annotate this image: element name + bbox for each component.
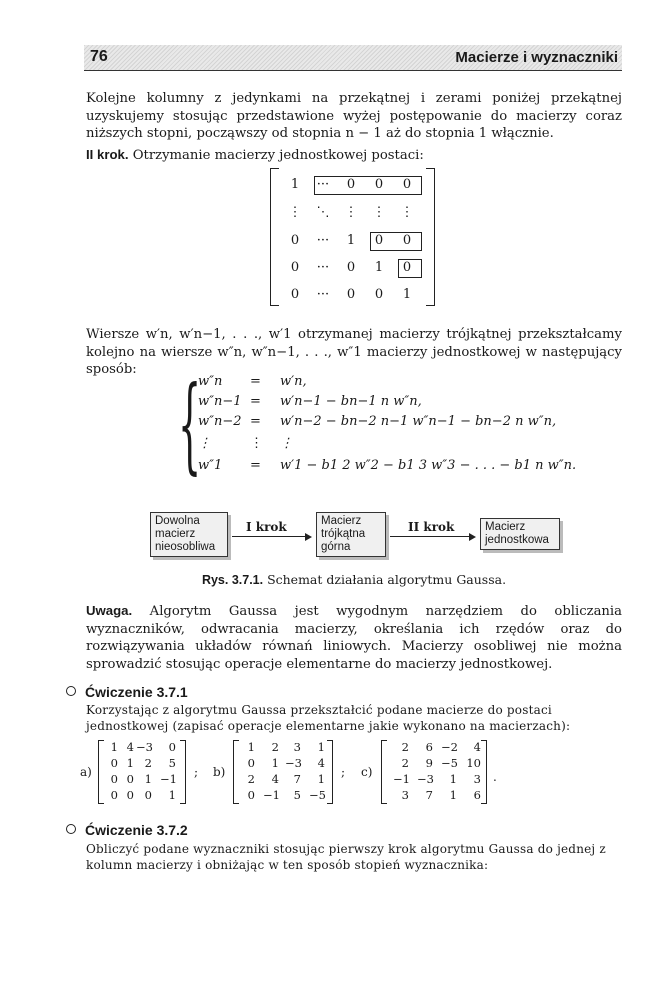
matrix-cell: 1 xyxy=(449,772,457,786)
matrix-cell: 4 xyxy=(473,740,481,754)
matrix-cell: 0 xyxy=(168,740,176,754)
remark-paragraph xyxy=(86,602,622,673)
label-c: c) xyxy=(361,765,373,779)
matrix-cell: −1 xyxy=(263,788,280,802)
identity-cell: 0 xyxy=(402,177,412,192)
matrix-cell: 5 xyxy=(168,756,176,770)
identity-matrix xyxy=(270,168,435,308)
equation-lhs: w″n−2 xyxy=(198,414,242,429)
equation-rhs: ⋮ xyxy=(280,436,293,451)
arrow-step-one-label: I krok xyxy=(246,520,287,534)
box-arbitrary-matrix xyxy=(150,512,228,557)
matrix-cell: 5 xyxy=(293,788,301,802)
separator-b: ; xyxy=(341,765,346,779)
left-brace: { xyxy=(178,363,202,485)
end-period: . xyxy=(493,770,497,784)
equation-lhs: w″1 xyxy=(198,458,223,473)
matrix-cell: 3 xyxy=(401,788,409,802)
matrix-cell: −3 xyxy=(417,772,434,786)
box2-line1: Macierz xyxy=(321,515,362,527)
matrix-cell: 2 xyxy=(144,756,152,770)
exercise-1-title xyxy=(66,684,188,700)
exercise-1-title-text: Ćwiczenie 3.7.1 xyxy=(85,684,188,700)
page-header xyxy=(84,45,622,71)
figure-caption xyxy=(86,572,622,587)
chapter-title: Macierze i wyznaczniki xyxy=(455,49,618,66)
matrix-cell: 1 xyxy=(271,756,279,770)
matrix-cell: −3 xyxy=(285,756,302,770)
identity-cell: 0 xyxy=(290,287,300,302)
exercise-2-title xyxy=(66,822,188,838)
matrix-cell: 4 xyxy=(126,740,134,754)
matrix-cell: 0 xyxy=(126,788,134,802)
identity-cell: 1 xyxy=(290,177,300,192)
box1-line3: nieosobliwa xyxy=(155,541,216,553)
identity-cell: 1 xyxy=(402,287,412,302)
matrix-cell: 9 xyxy=(425,756,433,770)
matrix-cell: 0 xyxy=(110,772,118,786)
exercise-1-text: Korzystając z algorytmu Gaussa przekształcić podane macierze do postaci jednostkowej (zapisać operacje elementarne jakie wykonano na macierzach): xyxy=(86,703,571,733)
equation-eq: = xyxy=(250,414,261,429)
equation-eq: ⋮ xyxy=(250,436,263,451)
identity-cell: ⋮ xyxy=(288,205,302,220)
matrix-c xyxy=(381,740,487,804)
label-b: b) xyxy=(213,765,226,779)
matrix-cell: 2 xyxy=(271,740,279,754)
identity-cell: 1 xyxy=(374,260,384,275)
left-bracket xyxy=(270,168,279,306)
equation-rhs: w′n−2 − bn−2 n−1 w″n−1 − bn−2 n w″n, xyxy=(280,414,557,429)
matrix-cell: 6 xyxy=(425,740,433,754)
equation-rhs: w′n, xyxy=(280,374,307,389)
box-upper-triangular xyxy=(316,512,386,557)
step-two-label: II krok. xyxy=(86,147,129,162)
box1-line1: Dowolna xyxy=(155,515,200,527)
equation-eq: = xyxy=(250,394,261,409)
matrix-cell: 1 xyxy=(247,740,255,754)
identity-cell: 0 xyxy=(374,233,384,248)
circle-icon xyxy=(66,686,76,696)
identity-cell: 0 xyxy=(346,260,356,275)
matrix-cell: 2 xyxy=(401,740,409,754)
identity-cell: ··· xyxy=(316,233,330,248)
matrix-cell: 7 xyxy=(293,772,301,786)
identity-cell: 0 xyxy=(346,287,356,302)
identity-cell: ··· xyxy=(316,287,330,302)
paragraph-rows: Wiersze w′n, w′n−1, . . ., w′1 otrzymanej macierzy trójkątnej przekształcamy kolejno na wiersze w″n, w″n−1, . . ., w″1 macierzy jednostkowej w następujący sposób: xyxy=(86,327,622,377)
identity-cell: ⋮ xyxy=(344,205,358,220)
equation-rhs: w′1 − b1 2 w″2 − b1 3 w″3 − . . . − b1 n w″n. xyxy=(280,458,577,473)
identity-cell: 0 xyxy=(402,233,412,248)
matrix-cell: 2 xyxy=(401,756,409,770)
arrow-step-two xyxy=(390,536,474,537)
identity-cell: 0 xyxy=(402,260,412,275)
remark-text: Algorytm Gaussa jest wygodnym narzędziem do obliczania wyznaczników, odwracania macierzy, określania ich rzędów oraz do rozwiązywania układów równań liniowych. Macierzy osobliwej nie można sprowadzić stosując operacje elementarne do macierzy jednostkowej. xyxy=(86,604,622,672)
box3-line2: jednostkowa xyxy=(485,534,549,546)
equation-rhs: w′n−1 − bn−1 n w″n, xyxy=(280,394,422,409)
matrix-cell: −3 xyxy=(136,740,153,754)
matrix-cell: −2 xyxy=(441,740,458,754)
arrow-step-one xyxy=(232,536,310,537)
box2-line3: górna xyxy=(321,541,351,553)
identity-cell: 0 xyxy=(374,177,384,192)
matrix-b xyxy=(233,740,333,804)
matrix-cell: −5 xyxy=(309,788,326,802)
identity-cell: ··· xyxy=(316,177,330,192)
matrix-cell: 1 xyxy=(110,740,118,754)
gauss-algorithm-diagram xyxy=(150,508,560,568)
identity-cell: ··· xyxy=(316,260,330,275)
label-a: a) xyxy=(80,765,92,779)
equation-lhs: ⋮ xyxy=(198,436,211,451)
identity-cell: 1 xyxy=(346,233,356,248)
matrix-cell: 0 xyxy=(144,788,152,802)
matrix-cell: 0 xyxy=(110,788,118,802)
page-number: 76 xyxy=(90,48,108,65)
identity-cell: ⋮ xyxy=(372,205,386,220)
equation-eq: = xyxy=(250,458,261,473)
matrix-cell: 3 xyxy=(293,740,301,754)
matrix-cell: 10 xyxy=(466,756,481,770)
matrix-cell: 0 xyxy=(247,756,255,770)
matrix-a xyxy=(98,740,186,804)
matrix-cell: −5 xyxy=(441,756,458,770)
matrix-cell: −1 xyxy=(393,772,410,786)
matrix-cell: 6 xyxy=(473,788,481,802)
circle-icon xyxy=(66,824,76,834)
caption-label: Rys. 3.7.1. xyxy=(201,573,264,587)
step-two-text: Otrzymanie macierzy jednostkowej postaci: xyxy=(128,148,424,163)
matrix-cell: 0 xyxy=(247,788,255,802)
paragraph-intro: Kolejne kolumny z jedynkami na przekątnej i zerami poniżej przekątnej uzyskujemy stosując przedstawione wyżej postępowanie do macierzy coraz niższych stopni, począwszy od stopnia n − 1 aż do stopnia 1 włącznie. xyxy=(86,91,622,141)
remark-label: Uwaga. xyxy=(86,603,133,618)
equation-lhs: w″n xyxy=(198,374,223,389)
matrix-cell: 1 xyxy=(449,788,457,802)
matrix-cell: 4 xyxy=(317,756,325,770)
matrix-cell: 2 xyxy=(247,772,255,786)
matrix-cell: 3 xyxy=(473,772,481,786)
matrix-cell: 1 xyxy=(144,772,152,786)
row-transformation-system xyxy=(178,363,577,485)
identity-cell: 0 xyxy=(290,233,300,248)
matrix-cell: 0 xyxy=(126,772,134,786)
arrow-step-two-label: II krok xyxy=(408,520,455,534)
matrix-cell: 4 xyxy=(271,772,279,786)
box2-line2: trójkątna xyxy=(321,528,366,540)
separator-a: ; xyxy=(194,765,199,779)
identity-cell: 0 xyxy=(290,260,300,275)
box3-line1: Macierz xyxy=(485,521,526,533)
identity-cell: ⋱ xyxy=(316,205,330,220)
matrix-cell: −1 xyxy=(160,772,177,786)
matrix-cell: 7 xyxy=(425,788,433,802)
matrix-cell: 1 xyxy=(317,772,325,786)
identity-cell: 0 xyxy=(346,177,356,192)
equation-lhs: w″n−1 xyxy=(198,394,242,409)
caption-text: Schemat działania algorytmu Gaussa. xyxy=(263,572,507,587)
box-identity xyxy=(480,518,560,550)
matrix-cell: 1 xyxy=(317,740,325,754)
box1-line2: macierz xyxy=(155,528,196,540)
matrix-cell: 0 xyxy=(110,756,118,770)
right-bracket xyxy=(426,168,435,306)
matrix-cell: 1 xyxy=(168,788,176,802)
exercise-2-title-text: Ćwiczenie 3.7.2 xyxy=(85,822,188,838)
step-two-paragraph xyxy=(86,146,622,165)
exercise-2-text: Obliczyć podane wyznaczniki stosując pierwszy krok algorytmu Gaussa do jednej z kolumn macierzy i obniżając w ten sposób stopień wyznacznika: xyxy=(86,842,606,872)
equation-eq: = xyxy=(250,374,261,389)
identity-cell: ⋮ xyxy=(400,205,414,220)
identity-cell: 0 xyxy=(374,287,384,302)
matrix-cell: 1 xyxy=(126,756,134,770)
